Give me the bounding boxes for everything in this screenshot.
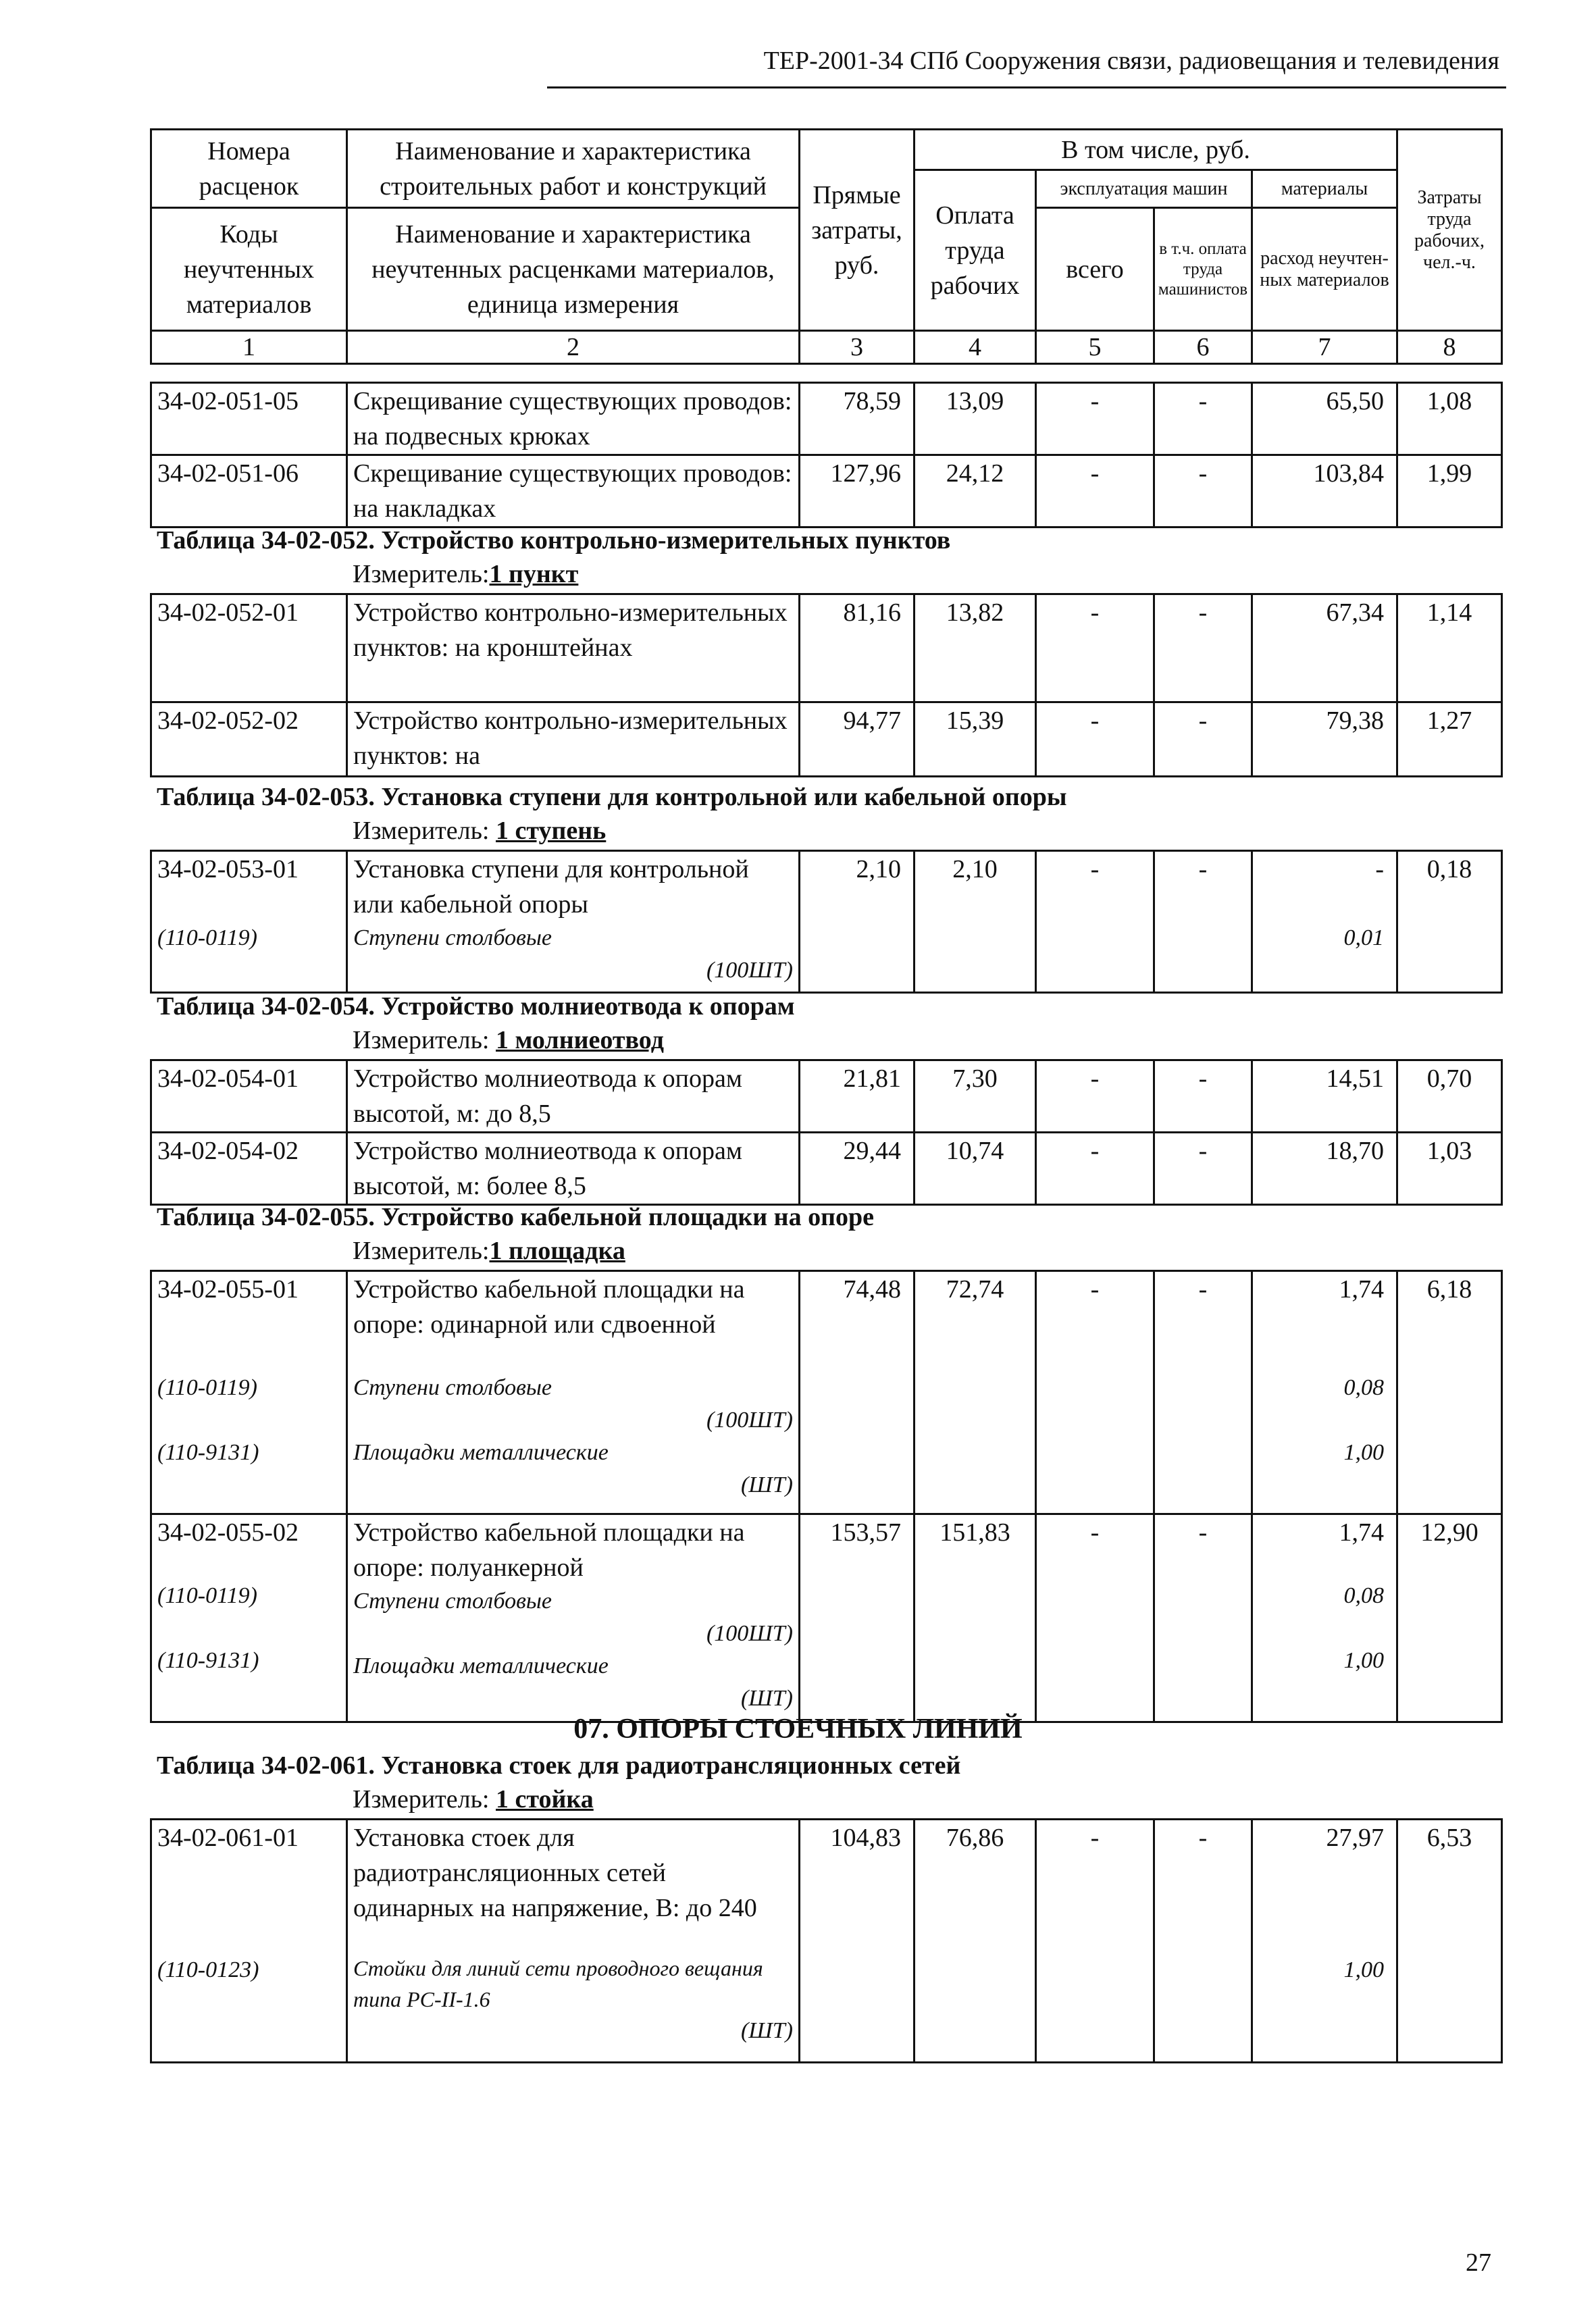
header-name-top: Наименование и характеристика строительных работ и конструкций: [347, 130, 800, 208]
machines-total: -: [1036, 1133, 1154, 1205]
table-061-measure: [353, 1784, 594, 1814]
measure-label: Измеритель:: [353, 1785, 496, 1814]
labor-hours: 1,99: [1397, 455, 1502, 528]
section-title: 07. ОПОРЫ СТОЕЧНЫХ ЛИНИЙ: [573, 1714, 1023, 1745]
material-code: (110-0119): [157, 1375, 257, 1400]
labor-pay: 72,74: [915, 1271, 1036, 1514]
table-052: [150, 593, 1503, 777]
header-materials-unaccounted: расход неучтен-ных материалов: [1252, 208, 1397, 331]
machines-labor: -: [1154, 1060, 1252, 1133]
machines-labor: -: [1154, 851, 1252, 993]
machines-labor: -: [1154, 1271, 1252, 1514]
table-row: [151, 383, 1502, 455]
rate-code: 34-02-055-02: [157, 1518, 299, 1547]
table-052-measure: [353, 559, 578, 589]
header-machines: эксплуатация машин: [1036, 170, 1252, 208]
table-row: [151, 594, 1502, 702]
material-code: (110-9131): [157, 1648, 259, 1673]
table-row: [151, 1820, 1502, 2063]
work-name: Скрещивание существующих проводов: на подвесных крюках: [347, 383, 800, 455]
materials: 14,51: [1252, 1060, 1397, 1133]
material-code: (110-0123): [157, 1957, 259, 1982]
rate-code: 34-02-061-01: [157, 1824, 299, 1852]
direct-costs: 127,96: [800, 455, 915, 528]
rate-code: 34-02-054-01: [151, 1060, 347, 1133]
table-054: [150, 1059, 1503, 1206]
rate-code: 34-02-055-01: [157, 1275, 299, 1304]
direct-costs: 153,57: [800, 1514, 915, 1722]
labor-pay: 15,39: [915, 702, 1036, 777]
labor-hours: 1,14: [1397, 594, 1502, 702]
machines-total: -: [1036, 1820, 1154, 2063]
labor-pay: 13,82: [915, 594, 1036, 702]
machines-labor: -: [1154, 383, 1252, 455]
direct-costs: 94,77: [800, 702, 915, 777]
material-qty: 1,00: [1343, 1957, 1384, 1982]
labor-hours: 0,18: [1397, 851, 1502, 993]
table-054-measure: [353, 1025, 664, 1055]
labor-pay: 24,12: [915, 455, 1036, 528]
table-row: [151, 1271, 1502, 1514]
labor-pay: 151,83: [915, 1514, 1036, 1722]
header-labor-hours: Затраты труда рабочих, чел.-ч.: [1397, 130, 1502, 331]
header-codes-bottom: Коды неучтенных материалов: [151, 208, 347, 331]
running-head: ТЕР-2001-34 СПб Сооружения связи, радиовещания и телевидения: [763, 47, 1499, 75]
work-name: Скрещивание существующих проводов: на накладках: [347, 455, 800, 528]
material-unit: (100ШТ): [706, 1621, 793, 1646]
table-061: [150, 1818, 1503, 2063]
table-055: [150, 1270, 1503, 1723]
col-number-2: 2: [347, 331, 800, 364]
table-055-measure: [353, 1236, 625, 1266]
table-row: [151, 1060, 1502, 1133]
machines-labor: -: [1154, 455, 1252, 528]
table-051-continuation: [150, 382, 1503, 528]
col-number-6: 6: [1154, 331, 1252, 364]
machines-labor: -: [1154, 1820, 1252, 2063]
machines-total: -: [1036, 1060, 1154, 1133]
header-group: В том числе, руб.: [915, 130, 1397, 170]
measure-label: Измеритель:: [353, 1237, 490, 1265]
machines-labor: -: [1154, 702, 1252, 777]
machines-labor: -: [1154, 1514, 1252, 1722]
table-row: [151, 455, 1502, 528]
measure-value: 1 молниеотвод: [496, 1026, 664, 1054]
header-rule: [547, 86, 1506, 88]
material-unit: (100ШТ): [706, 1408, 793, 1433]
labor-pay: 76,86: [915, 1820, 1036, 2063]
machines-total: -: [1036, 1271, 1154, 1514]
column-header-table: [150, 128, 1503, 365]
rate-code: 34-02-051-06: [151, 455, 347, 528]
table-053-caption: Таблица 34-02-053. Установка ступени для контрольной или кабельной опоры: [157, 783, 1067, 811]
rate-code: 34-02-052-01: [151, 594, 347, 702]
work-name: Устройство кабельной площадки на опоре: полуанкерной: [353, 1518, 745, 1582]
labor-hours: 1,03: [1397, 1133, 1502, 1205]
header-direct-costs: Прямые затраты, руб.: [800, 130, 915, 331]
direct-costs: 78,59: [800, 383, 915, 455]
rate-code: 34-02-054-02: [151, 1133, 347, 1205]
material-qty: 0,08: [1343, 1583, 1384, 1608]
materials: 27,97: [1326, 1824, 1384, 1852]
labor-pay: 7,30: [915, 1060, 1036, 1133]
table-row: [151, 851, 1502, 993]
direct-costs: 104,83: [800, 1820, 915, 2063]
direct-costs: 81,16: [800, 594, 915, 702]
materials: 1,74: [1339, 1275, 1384, 1304]
direct-costs: 21,81: [800, 1060, 915, 1133]
measure-label: Измеритель:: [353, 560, 490, 588]
work-name: Устройство молниеотвода к опорам высотой, м: до 8,5: [347, 1060, 800, 1133]
header-materials: материалы: [1252, 170, 1397, 208]
work-name: Устройство контрольно-измерительных пунктов: на кронштейнах: [347, 594, 800, 702]
direct-costs: 29,44: [800, 1133, 915, 1205]
labor-hours: 1,27: [1397, 702, 1502, 777]
labor-hours: 0,70: [1397, 1060, 1502, 1133]
table-053: [150, 850, 1503, 994]
col-number-1: 1: [151, 331, 347, 364]
machines-total: -: [1036, 383, 1154, 455]
materials: -: [1375, 855, 1384, 883]
material-name: Ступени столбовые: [353, 925, 552, 950]
table-054-caption: Таблица 34-02-054. Устройство молниеотвода к опорам: [157, 992, 795, 1021]
header-codes-top: Номера расценок: [151, 130, 347, 208]
work-name: Установка стоек для радиотрансляционных сетей одинарных на напряжение, В: до 240: [353, 1824, 757, 1922]
col-number-7: 7: [1252, 331, 1397, 364]
materials: 65,50: [1252, 383, 1397, 455]
measure-value: 1 ступень: [496, 817, 607, 845]
measure-value: 1 пункт: [489, 560, 579, 588]
materials: 79,38: [1252, 702, 1397, 777]
material-qty: 0,08: [1343, 1375, 1384, 1400]
material-code: (110-0119): [157, 925, 257, 950]
rate-code: 34-02-053-01: [157, 855, 299, 883]
machines-labor: -: [1154, 1133, 1252, 1205]
material-name: Ступени столбовые: [353, 1589, 552, 1614]
header-labor-pay: Оплата труда рабочих: [915, 170, 1036, 331]
work-name: Устройство контрольно-измерительных пунктов: на: [347, 702, 800, 777]
col-number-3: 3: [800, 331, 915, 364]
material-name: Площадки металлические: [353, 1653, 609, 1678]
col-number-4: 4: [915, 331, 1036, 364]
rate-code: 34-02-051-05: [151, 383, 347, 455]
material-unit: (ШТ): [740, 2018, 793, 2043]
work-name: Установка ступени для контрольной или кабельной опоры: [353, 855, 749, 919]
labor-hours: 6,18: [1397, 1271, 1502, 1514]
labor-pay: 2,10: [915, 851, 1036, 993]
material-unit: (100ШТ): [706, 958, 793, 983]
labor-hours: 6,53: [1397, 1820, 1502, 2063]
direct-costs: 74,48: [800, 1271, 915, 1514]
material-name: Ступени столбовые: [353, 1375, 552, 1400]
material-name: Площадки металлические: [353, 1440, 609, 1465]
header-name-bottom: Наименование и характеристика неучтенных расценками материалов, единица измерения: [347, 208, 800, 331]
page-number: 27: [1466, 2248, 1491, 2277]
measure-value: 1 стойка: [496, 1785, 594, 1814]
table-061-caption: Таблица 34-02-061. Установка стоек для радиотрансляционных сетей: [157, 1751, 961, 1780]
labor-hours: 12,90: [1397, 1514, 1502, 1722]
labor-hours: 1,08: [1397, 383, 1502, 455]
machines-total: -: [1036, 594, 1154, 702]
rate-code: 34-02-052-02: [151, 702, 347, 777]
material-code: (110-9131): [157, 1440, 259, 1465]
header-machines-labor: в т.ч. оплата труда машинистов: [1154, 208, 1252, 331]
table-055-caption: Таблица 34-02-055. Устройство кабельной площадки на опоре: [157, 1203, 874, 1231]
work-name: Устройство молниеотвода к опорам высотой, м: более 8,5: [347, 1133, 800, 1205]
col-number-8: 8: [1397, 331, 1502, 364]
header-machines-total: всего: [1036, 208, 1154, 331]
work-name: Устройство кабельной площадки на опоре: одинарной или сдвоенной: [353, 1275, 745, 1339]
measure-label: Измеритель:: [353, 817, 496, 845]
measure-value: 1 площадка: [489, 1237, 625, 1265]
measure-label: Измеритель:: [353, 1026, 496, 1054]
materials: 67,34: [1252, 594, 1397, 702]
material-qty: 1,00: [1343, 1648, 1384, 1673]
table-052-caption: Таблица 34-02-052. Устройство контрольно-измерительных пунктов: [157, 526, 951, 555]
machines-labor: -: [1154, 594, 1252, 702]
materials: 18,70: [1252, 1133, 1397, 1205]
material-unit: (ШТ): [740, 1686, 793, 1711]
materials: 103,84: [1252, 455, 1397, 528]
table-row: [151, 702, 1502, 777]
material-unit: (ШТ): [740, 1472, 793, 1497]
machines-total: -: [1036, 702, 1154, 777]
labor-pay: 13,09: [915, 383, 1036, 455]
machines-total: -: [1036, 455, 1154, 528]
machines-total: -: [1036, 851, 1154, 993]
labor-pay: 10,74: [915, 1133, 1036, 1205]
table-053-measure: [353, 816, 606, 846]
materials: 1,74: [1339, 1518, 1384, 1547]
material-name: Стойки для линий сети проводного вещания типа РС-II-1.6: [353, 1956, 763, 2011]
col-number-5: 5: [1036, 331, 1154, 364]
material-qty: 1,00: [1343, 1440, 1384, 1465]
material-qty: 0,01: [1343, 925, 1384, 950]
machines-total: -: [1036, 1514, 1154, 1722]
table-row: [151, 1133, 1502, 1205]
material-code: (110-0119): [157, 1583, 257, 1608]
direct-costs: 2,10: [800, 851, 915, 993]
table-row: [151, 1514, 1502, 1722]
